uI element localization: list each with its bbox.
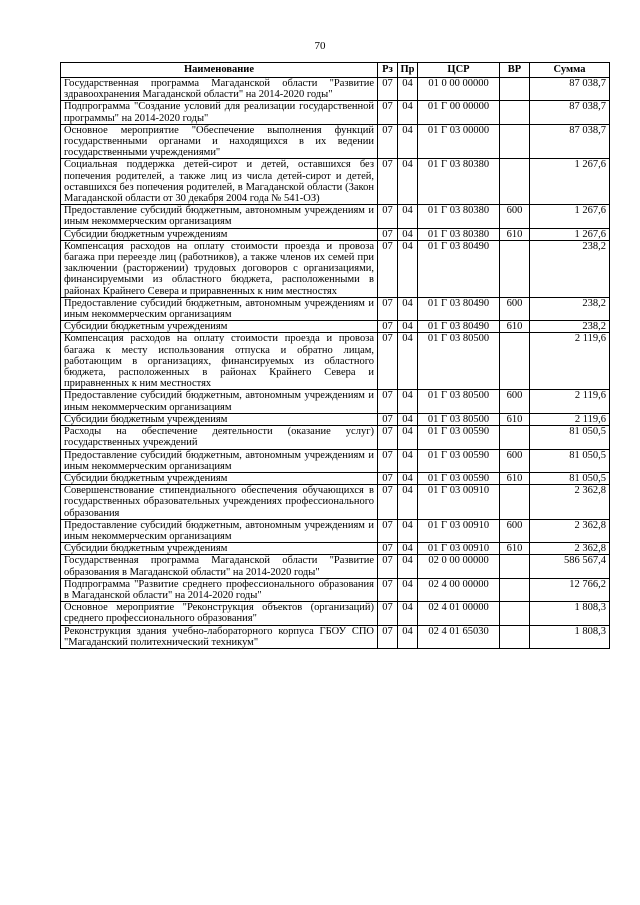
- cell-vr: [500, 124, 530, 159]
- cell-vr: [500, 625, 530, 648]
- cell-csr: 02 4 01 65030: [418, 625, 500, 648]
- table-row: [61, 390, 610, 413]
- cell-name: Подпрограмма "Развитие среднего профессионального образования в Магаданской области" на 2014-2020 годы": [61, 578, 378, 601]
- cell-name: Субсидии бюджетным учреждениям: [61, 413, 378, 425]
- cell-rz: 07: [378, 543, 398, 555]
- table-row: [61, 124, 610, 159]
- cell-name: Реконструкция здания учебно-лабораторного корпуса ГБОУ СПО "Магаданский политехнический техникум": [61, 625, 378, 648]
- cell-csr: 01 Г 03 00910: [418, 543, 500, 555]
- cell-name: Государственная программа Магаданской области "Развитие здравоохранения Магаданской области" на 2014-2020 годы": [61, 78, 378, 101]
- cell-csr: 01 Г 03 80380: [418, 159, 500, 205]
- table-row: [61, 78, 610, 101]
- cell-name: Субсидии бюджетным учреждениям: [61, 543, 378, 555]
- header-rz: Рз: [378, 63, 398, 78]
- cell-name: Государственная программа Магаданской области "Развитие образования в Магаданской области" на 2014-2020 годы": [61, 555, 378, 578]
- cell-name: Компенсация расходов на оплату стоимости проезда и провоза багажа при переезде лиц (работников), а также членов их семей при заключении (расторжении) трудовых договоров с организациями, финансируемыми из областного бюджета, расположенными в районах Крайнего Севера и приравненных к ним местностях: [61, 240, 378, 297]
- cell-name: Субсидии бюджетным учреждениям: [61, 472, 378, 484]
- cell-name: Компенсация расходов на оплату стоимости проезда и провоза багажа к месту использования отпуска и обратно лицам, работающим в организациях, финансируемых из областного бюджета, расположенных в районах Крайнего Севера и приравненных к ним местностях: [61, 333, 378, 390]
- cell-sum: 81 050,5: [530, 449, 610, 472]
- table-row: [61, 485, 610, 520]
- cell-name: Предоставление субсидий бюджетным, автономным учреждениям и иным некоммерческим организациям: [61, 205, 378, 228]
- cell-rz: 07: [378, 485, 398, 520]
- cell-rz: 07: [378, 449, 398, 472]
- cell-csr: 01 Г 03 80490: [418, 321, 500, 333]
- cell-pr: 04: [398, 413, 418, 425]
- cell-sum: 1 267,6: [530, 205, 610, 228]
- cell-vr: 610: [500, 472, 530, 484]
- cell-name: Основное мероприятие "Реконструкция объектов (организаций) среднего профессионального образования": [61, 602, 378, 625]
- header-sum: Сумма: [530, 63, 610, 78]
- cell-csr: 01 Г 00 00000: [418, 101, 500, 124]
- cell-rz: 07: [378, 602, 398, 625]
- cell-vr: [500, 333, 530, 390]
- cell-csr: 01 Г 03 00590: [418, 472, 500, 484]
- cell-vr: [500, 485, 530, 520]
- header-vr: ВР: [500, 63, 530, 78]
- cell-csr: 01 Г 03 80490: [418, 297, 500, 320]
- table-row: [61, 413, 610, 425]
- cell-csr: 01 Г 03 00590: [418, 449, 500, 472]
- cell-pr: 04: [398, 485, 418, 520]
- cell-csr: 02 4 01 00000: [418, 602, 500, 625]
- cell-rz: 07: [378, 625, 398, 648]
- header-csr: ЦСР: [418, 63, 500, 78]
- cell-pr: 04: [398, 159, 418, 205]
- cell-pr: 04: [398, 519, 418, 542]
- cell-csr: 01 Г 03 80380: [418, 228, 500, 240]
- table-row: [61, 449, 610, 472]
- table-row: [61, 472, 610, 484]
- cell-pr: 04: [398, 426, 418, 449]
- cell-vr: 610: [500, 321, 530, 333]
- cell-sum: 1 808,3: [530, 602, 610, 625]
- cell-vr: 600: [500, 297, 530, 320]
- cell-vr: [500, 159, 530, 205]
- cell-pr: 04: [398, 543, 418, 555]
- cell-csr: 01 Г 03 80380: [418, 205, 500, 228]
- cell-pr: 04: [398, 228, 418, 240]
- cell-sum: 2 362,8: [530, 485, 610, 520]
- cell-vr: [500, 602, 530, 625]
- cell-rz: 07: [378, 124, 398, 159]
- table-row: [61, 321, 610, 333]
- table-row: [61, 333, 610, 390]
- cell-sum: 87 038,7: [530, 101, 610, 124]
- cell-csr: 01 0 00 00000: [418, 78, 500, 101]
- table-body: [61, 78, 610, 649]
- cell-vr: [500, 578, 530, 601]
- cell-rz: 07: [378, 321, 398, 333]
- cell-sum: 2 119,6: [530, 413, 610, 425]
- cell-name: Субсидии бюджетным учреждениям: [61, 321, 378, 333]
- table-row: [61, 101, 610, 124]
- cell-pr: 04: [398, 578, 418, 601]
- cell-pr: 04: [398, 555, 418, 578]
- cell-pr: 04: [398, 333, 418, 390]
- cell-csr: 01 Г 03 00910: [418, 519, 500, 542]
- cell-vr: [500, 240, 530, 297]
- table-row: [61, 228, 610, 240]
- cell-name: Социальная поддержка детей-сирот и детей, оставшихся без попечения родителей, а также лиц из числа детей-сирот и детей, оставшихся без попечения родителей, в Магаданской области (Закон Магаданской области от 30 декабря 2004 года № 541-ОЗ): [61, 159, 378, 205]
- cell-name: Субсидии бюджетным учреждениям: [61, 228, 378, 240]
- cell-vr: [500, 101, 530, 124]
- cell-csr: 01 Г 03 00000: [418, 124, 500, 159]
- cell-csr: 02 0 00 00000: [418, 555, 500, 578]
- table-row: [61, 519, 610, 542]
- cell-sum: 2 362,8: [530, 519, 610, 542]
- table-row: [61, 297, 610, 320]
- cell-sum: 238,2: [530, 321, 610, 333]
- cell-csr: 01 Г 03 80500: [418, 333, 500, 390]
- cell-rz: 07: [378, 159, 398, 205]
- cell-sum: 586 567,4: [530, 555, 610, 578]
- cell-rz: 07: [378, 205, 398, 228]
- cell-rz: 07: [378, 578, 398, 601]
- cell-csr: 01 Г 03 00910: [418, 485, 500, 520]
- table-header-row: [61, 63, 610, 78]
- cell-vr: 600: [500, 519, 530, 542]
- cell-rz: 07: [378, 426, 398, 449]
- cell-vr: 610: [500, 543, 530, 555]
- cell-pr: 04: [398, 602, 418, 625]
- cell-sum: 81 050,5: [530, 472, 610, 484]
- table-row: [61, 426, 610, 449]
- cell-sum: 2 119,6: [530, 390, 610, 413]
- cell-name: Предоставление субсидий бюджетным, автономным учреждениям и иным некоммерческим организациям: [61, 390, 378, 413]
- budget-table: [60, 62, 610, 649]
- cell-sum: 12 766,2: [530, 578, 610, 601]
- cell-rz: 07: [378, 555, 398, 578]
- cell-csr: 02 4 00 00000: [418, 578, 500, 601]
- cell-vr: 600: [500, 205, 530, 228]
- cell-pr: 04: [398, 390, 418, 413]
- cell-name: Подпрограмма "Создание условий для реализации государственной программы" на 2014-2020 годы": [61, 101, 378, 124]
- cell-sum: 81 050,5: [530, 426, 610, 449]
- cell-rz: 07: [378, 228, 398, 240]
- cell-pr: 04: [398, 78, 418, 101]
- cell-csr: 01 Г 03 80490: [418, 240, 500, 297]
- cell-rz: 07: [378, 101, 398, 124]
- cell-pr: 04: [398, 101, 418, 124]
- cell-name: Предоставление субсидий бюджетным, автономным учреждениям и иным некоммерческим организациям: [61, 519, 378, 542]
- cell-vr: 600: [500, 390, 530, 413]
- cell-name: Основное мероприятие "Обеспечение выполнения функций государственными органами и находящихся в их ведении государственными учреждениями": [61, 124, 378, 159]
- cell-sum: 238,2: [530, 240, 610, 297]
- cell-sum: 1 808,3: [530, 625, 610, 648]
- table-row: [61, 555, 610, 578]
- cell-rz: 07: [378, 390, 398, 413]
- cell-sum: 1 267,6: [530, 228, 610, 240]
- cell-rz: 07: [378, 519, 398, 542]
- table-row: [61, 625, 610, 648]
- cell-csr: 01 Г 03 00590: [418, 426, 500, 449]
- cell-rz: 07: [378, 472, 398, 484]
- cell-sum: 238,2: [530, 297, 610, 320]
- cell-sum: 2 362,8: [530, 543, 610, 555]
- header-pr: Пр: [398, 63, 418, 78]
- cell-rz: 07: [378, 333, 398, 390]
- cell-rz: 07: [378, 413, 398, 425]
- cell-vr: 610: [500, 413, 530, 425]
- cell-vr: 610: [500, 228, 530, 240]
- header-name: Наименование: [61, 63, 378, 78]
- cell-vr: [500, 426, 530, 449]
- cell-rz: 07: [378, 297, 398, 320]
- cell-csr: 01 Г 03 80500: [418, 390, 500, 413]
- cell-pr: 04: [398, 625, 418, 648]
- cell-csr: 01 Г 03 80500: [418, 413, 500, 425]
- table-row: [61, 578, 610, 601]
- table-row: [61, 602, 610, 625]
- cell-vr: [500, 78, 530, 101]
- table-row: [61, 205, 610, 228]
- cell-name: Предоставление субсидий бюджетным, автономным учреждениям и иным некоммерческим организациям: [61, 449, 378, 472]
- cell-name: Расходы на обеспечение деятельности (оказание услуг) государственных учреждений: [61, 426, 378, 449]
- cell-vr: 600: [500, 449, 530, 472]
- cell-pr: 04: [398, 124, 418, 159]
- cell-name: Предоставление субсидий бюджетным, автономным учреждениям и иным некоммерческим организациям: [61, 297, 378, 320]
- table-row: [61, 159, 610, 205]
- cell-rz: 07: [378, 240, 398, 297]
- cell-pr: 04: [398, 240, 418, 297]
- cell-sum: 2 119,6: [530, 333, 610, 390]
- table-row: [61, 240, 610, 297]
- cell-pr: 04: [398, 472, 418, 484]
- cell-sum: 87 038,7: [530, 124, 610, 159]
- cell-pr: 04: [398, 321, 418, 333]
- cell-sum: 1 267,6: [530, 159, 610, 205]
- table-row: [61, 543, 610, 555]
- cell-vr: [500, 555, 530, 578]
- cell-sum: 87 038,7: [530, 78, 610, 101]
- page-number: 70: [314, 40, 326, 52]
- cell-pr: 04: [398, 449, 418, 472]
- cell-rz: 07: [378, 78, 398, 101]
- cell-name: Совершенствование стипендиального обеспечения обучающихся в государственных образовательных учреждениях профессионального образования: [61, 485, 378, 520]
- cell-pr: 04: [398, 297, 418, 320]
- cell-pr: 04: [398, 205, 418, 228]
